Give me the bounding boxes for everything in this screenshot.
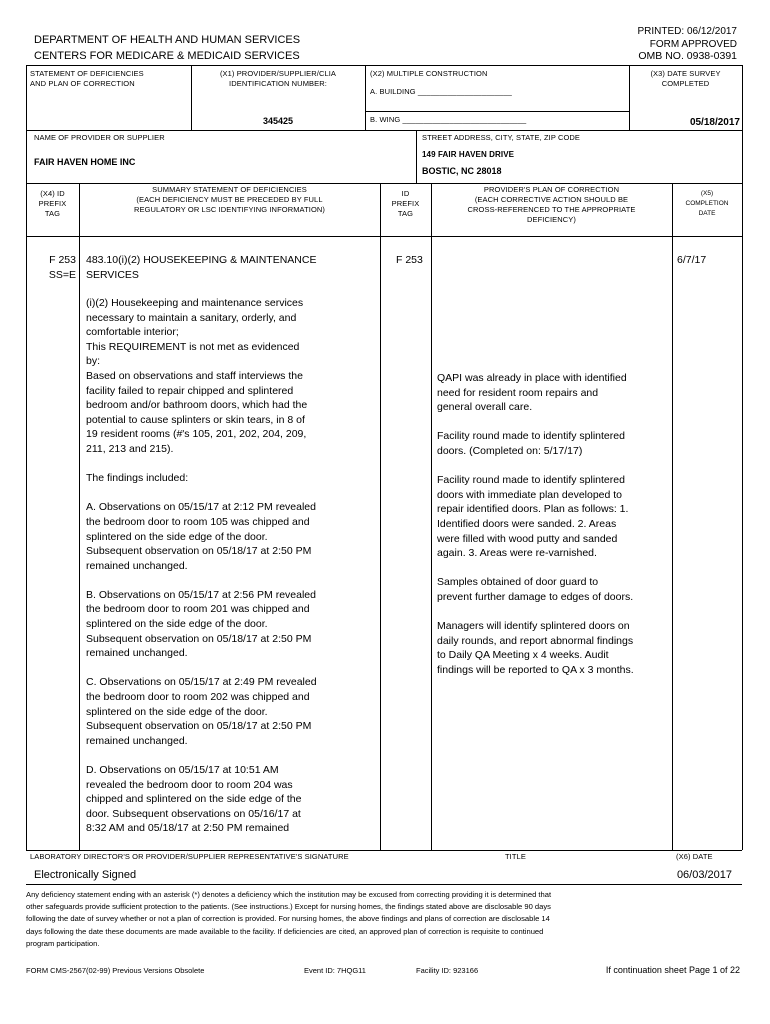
deficiency-title: 483.10(i)(2) HOUSEKEEPING & MAINTENANCE SERVICES: [86, 254, 317, 281]
title-label: TITLE: [505, 852, 526, 861]
summary-text: [86, 296, 378, 851]
form-approved: FORM APPROVED: [649, 39, 737, 50]
omb-number: OMB NO. 0938-0391: [638, 50, 737, 62]
x2-label: (X2) MULTIPLE CONSTRUCTION: [370, 69, 488, 78]
plan-paragraph: Samples obtained of door guard to prevent further damage to edges of doors.: [437, 576, 634, 603]
col-id-header: ID PREFIX TAG: [391, 189, 420, 218]
address-label: STREET ADDRESS, CITY, STATE, ZIP CODE: [422, 133, 581, 142]
summary-paragraph: B. Observations on 05/15/17 at 2:56 PM revealed the bedroom door to room 201 was chipped and splintered on the side edge of the door. Subsequent observation on 05/18/17 at 2:50 PM remained unchanged.: [86, 588, 316, 660]
summary-paragraph: D. Observations on 05/15/17 at 10:51 AM revealed the bedroom door to room 204 was chipped and splintered on the side edge of the door. Subsequent observations on 05/16/17 at 8:32 AM and 05/18/17 at 2:50 PM remained: [86, 764, 302, 835]
form-number: FORM CMS-2567(02-99) Previous Versions Obsolete: [26, 966, 205, 975]
summary-paragraph: C. Observations on 05/15/17 at 2:49 PM revealed the bedroom door to room 202 was chipped and splintered on the side edge of the door. Subsequent observation on 05/18/17 at 2:50 PM remained unchanged.: [86, 676, 317, 747]
provider-name: FAIR HAVEN HOME INC: [34, 157, 136, 167]
summary-paragraph: (i)(2) Housekeeping and maintenance services necessary to maintain a sanitary, orderly, and comfortable interior; This REQUIREMENT is not met as evidenced by: Based on observations and staff interviews the facility failed to repair chipped and splintered bedroom and/or bathroom doors, which had the potential to cause splinters or skin tears, in 8 of 19 resident rooms (#'s 105, 201, 202, 204, 209, 211, 213 and 215).: [86, 297, 308, 455]
signature-label: LABORATORY DIRECTOR'S OR PROVIDER/SUPPLIER REPRESENTATIVE'S SIGNATURE: [30, 852, 349, 861]
signature-value: Electronically Signed: [34, 869, 137, 881]
x1-provider-number: 345425: [262, 116, 294, 126]
wing-label: B. WING _____________________________: [370, 115, 527, 124]
deficiency-scope: SS=E: [48, 269, 76, 281]
x1-label: (X1) PROVIDER/SUPPLIER/CLIA IDENTIFICATION NUMBER:: [219, 69, 337, 88]
col-x5-header: (X5) COMPLETION DATE: [685, 190, 729, 217]
col-summary-header: SUMMARY STATEMENT OF DEFICIENCIES (EACH DEFICIENCY MUST BE PRECEDED BY FULL REGULATORY OR LSC IDENTIFYING INFORMATION): [133, 185, 326, 214]
summary-paragraph: A. Observations on 05/15/17 at 2:12 PM revealed the bedroom door to room 105 was chipped and splintered on the side edge of the door. Subsequent observation on 05/18/17 at 2:50 PM remained unchanged.: [86, 501, 316, 572]
building-label: A. BUILDING ______________________: [370, 87, 512, 96]
plan-paragraph: Facility round made to identify splintered doors. (Completed on: 5/17/17): [437, 430, 625, 457]
plan-id-tag: F 253: [396, 254, 423, 266]
x3-survey-date: 05/18/2017: [689, 117, 740, 128]
department-line-2: CENTERS FOR MEDICARE & MEDICAID SERVICES: [34, 50, 300, 62]
facility-id: Facility ID: 923166: [416, 966, 479, 975]
plan-paragraph: Facility round made to identify splintered doors with immediate plan developed to repair identified doors. Plan as follows: 1. Identified doors were sanded. 2. Areas were filled with wood putty and sanded again. 3. Areas were re-varnished.: [437, 474, 629, 560]
completion-date: 6/7/17: [677, 254, 707, 266]
continuation-page: If continuation sheet Page 1 of 22: [605, 965, 740, 975]
col-plan-header: PROVIDER'S PLAN OF CORRECTION (EACH CORRECTIVE ACTION SHOULD BE CROSS-REFERENCED TO THE APPROPRIATE DEFICIENCY): [467, 185, 636, 224]
plan-paragraph: QAPI was already in place with identified need for resident room repairs and general overall care.: [437, 372, 627, 414]
plan-paragraph: Managers will identify splintered doors on daily rounds, and report abnormal findings to Daily QA Meeting x 4 weeks. Audit findings will be reported to QA x 3 months.: [437, 620, 634, 676]
x3-label: (X3) DATE SURVEY COMPLETED: [650, 69, 721, 88]
address-line-2: BOSTIC, NC 28018: [422, 166, 502, 176]
col-x4-header: (X4) ID PREFIX TAG: [38, 189, 67, 218]
plan-text: [437, 371, 671, 692]
x6-date-label: (X6) DATE: [676, 852, 713, 861]
provider-name-label: NAME OF PROVIDER OR SUPPLIER: [34, 133, 165, 142]
department-line-1: DEPARTMENT OF HEALTH AND HUMAN SERVICES: [34, 34, 301, 46]
event-id: Event ID: 7HQG11: [304, 966, 366, 975]
summary-paragraph: The findings included:: [86, 472, 189, 485]
signature-date: 06/03/2017: [676, 869, 732, 881]
address-line-1: 149 FAIR HAVEN DRIVE: [422, 150, 515, 159]
statement-label: STATEMENT OF DEFICIENCIES AND PLAN OF CORRECTION: [30, 69, 144, 88]
disclaimer: Any deficiency statement ending with an asterisk (*) denotes a deficiency which the institution may be excused from correcting providing it is determined that other safeguards provide sufficient protection to the patients. (See instructions.) Except for nursing homes, the findings stated above are disclosable 90 days following the date of survey whether or not a plan of correction is provided. For nursing homes, the above findings and plans of correction are disclosable 14 days following the date these documents are made available to the facility. If deficiencies are cited, an approved plan of correction is requisite to continued program participation.: [26, 890, 552, 948]
printed-date: PRINTED: 06/12/2017: [637, 26, 737, 37]
deficiency-tag: F 253: [49, 254, 76, 266]
